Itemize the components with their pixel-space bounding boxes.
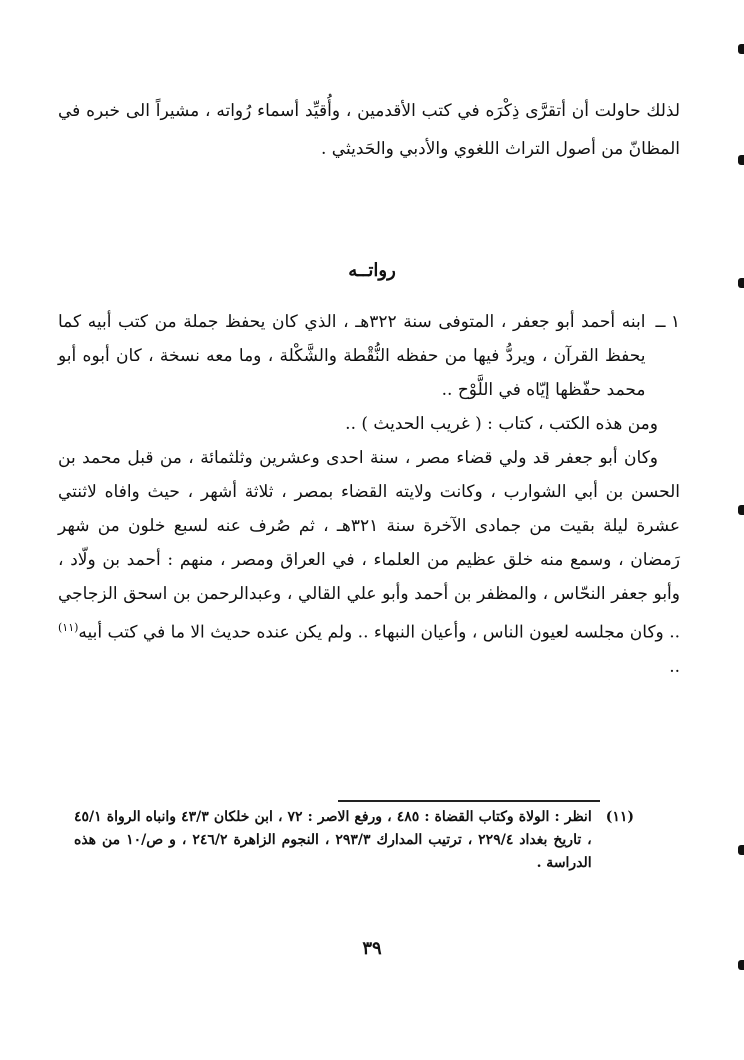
footnote-text: انظر : الولاة وكتاب القضاة : ٤٨٥ ، ورفع الاصر : ٧٢ ، ابن خلكان ٤٣/٣ وانباه الرواة ٤٥/١ ، تاريخ بغداد ٢٢٩/٤ ، ترتيب المدارك ٢٩٣/٣ ، النجوم الزاهرة ٢٤٦/٢ ، و ص/١٠ من هذه الدراسة . <box>74 809 592 871</box>
binding-mark <box>738 505 744 515</box>
footnote <box>74 806 634 875</box>
binding-mark <box>738 845 744 855</box>
paragraph-books: ومن هذه الكتب ، كتاب : ( غريب الحديث ) .. <box>345 414 658 434</box>
binding-mark <box>738 960 744 970</box>
binding-mark <box>738 155 744 165</box>
page-number: ٣٩ <box>362 938 382 959</box>
footnote-reference: (١١) <box>58 621 79 634</box>
paragraph-biography-end: .. <box>669 656 680 677</box>
paragraph-biography <box>58 441 680 684</box>
list-item <box>58 305 680 407</box>
item-text: ابنه أحمد أبو جعفر ، المتوفى سنة ٣٢٢هـ ، الذي كان يحفظ جملة من كتب أبيه كما يحفظ القرآن ، ويردُّ فيها من حفظه النُّقْطة والشَّكْلة ، وما معه نسخة ، كان أبوه أبو محمد حفّظها إيّاه في اللَّوْح .. <box>58 312 646 400</box>
binding-mark <box>738 278 744 288</box>
binding-mark <box>738 44 744 54</box>
footnote-divider <box>338 800 600 802</box>
paragraph-biography-text: وكان أبو جعفر قد ولي قضاء مصر ، سنة احدى وعشرين وثلثمائة ، من قبل محمد بن الحسن بن أبي الشوارب ، وكانت ولايته القضاء بمصر ، ثلاثة أشهر ، حيث وافاه لاثنتي عشرة ليلة بقيت من جمادى الآخرة سنة ٣٢١هـ ، ثم صُرف عنه لسبع خلون من شهر رَمضان ، وسمع منه خلق عظيم من العلماء ، في العراق ومصر ، منهم : أحمد بن ولّاد ، وأبو جعفر النحّاس ، والمظفر بن أحمد وأبو علي القالي ، وعبدالرحمن بن اسحق الزجاجي .. وكان مجلسه لعيون الناس ، وأعيان النبهاء .. ولم يكن عنده حديث الا ما في كتب أبيه <box>58 448 680 643</box>
intro-text: لذلك حاولت أن أتقرَّى ذِكْرَه في كتب الأقدمين ، وأُقيِّد أسماء رُواته ، مشيراً الى خبره في المظانّ من أصول التراث اللغوي والأدبي والحَديثي . <box>58 101 680 159</box>
item-number: ١ ــ <box>655 312 680 332</box>
intro-paragraph <box>58 92 680 168</box>
section-body <box>58 305 680 684</box>
section-heading: رواتــه <box>348 260 396 281</box>
footnote-number: (١١) <box>605 809 634 825</box>
